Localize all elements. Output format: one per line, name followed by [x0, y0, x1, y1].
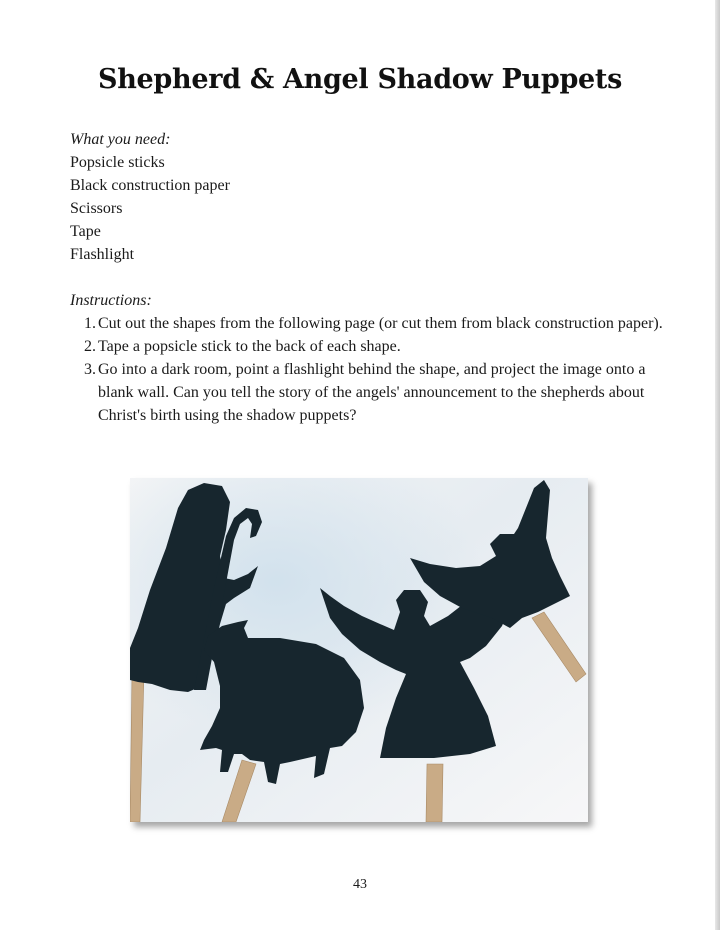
spacer [70, 266, 670, 289]
instruction-step [70, 358, 670, 427]
step-text: Go into a dark room, point a flashlight behind the shape, and project the image onto a blank wall. Can you tell the story of the angels' announcement to the shepherds about Christ's birth using the shadow puppets? [98, 361, 646, 424]
supply-list [70, 151, 670, 266]
step-text: Cut out the shapes from the following page (or cut them from black construction paper). [98, 315, 663, 332]
shadow-puppets-photo [130, 478, 588, 822]
list-item: Flashlight [70, 246, 135, 263]
page-edge-shadow [715, 0, 720, 930]
instruction-step [70, 312, 670, 335]
instruction-step [70, 335, 670, 358]
list-item: Popsicle sticks [70, 154, 165, 171]
step-number: 1. [84, 315, 96, 332]
page-title: Shepherd & Angel Shadow Puppets [98, 64, 622, 95]
instruction-steps [70, 312, 670, 427]
list-item: Tape [70, 223, 101, 240]
instructions-label: Instructions: [70, 292, 152, 309]
page-number: 43 [353, 877, 367, 892]
photo-illustration [130, 478, 588, 822]
step-number: 3. [84, 361, 96, 378]
supplies-label: What you need: [70, 131, 171, 148]
content-body [70, 128, 670, 427]
list-item: Scissors [70, 200, 123, 217]
list-item: Black construction paper [70, 177, 230, 194]
step-number: 2. [84, 338, 96, 355]
center-angel-stick [426, 764, 443, 822]
step-text: Tape a popsicle stick to the back of each shape. [98, 338, 401, 355]
